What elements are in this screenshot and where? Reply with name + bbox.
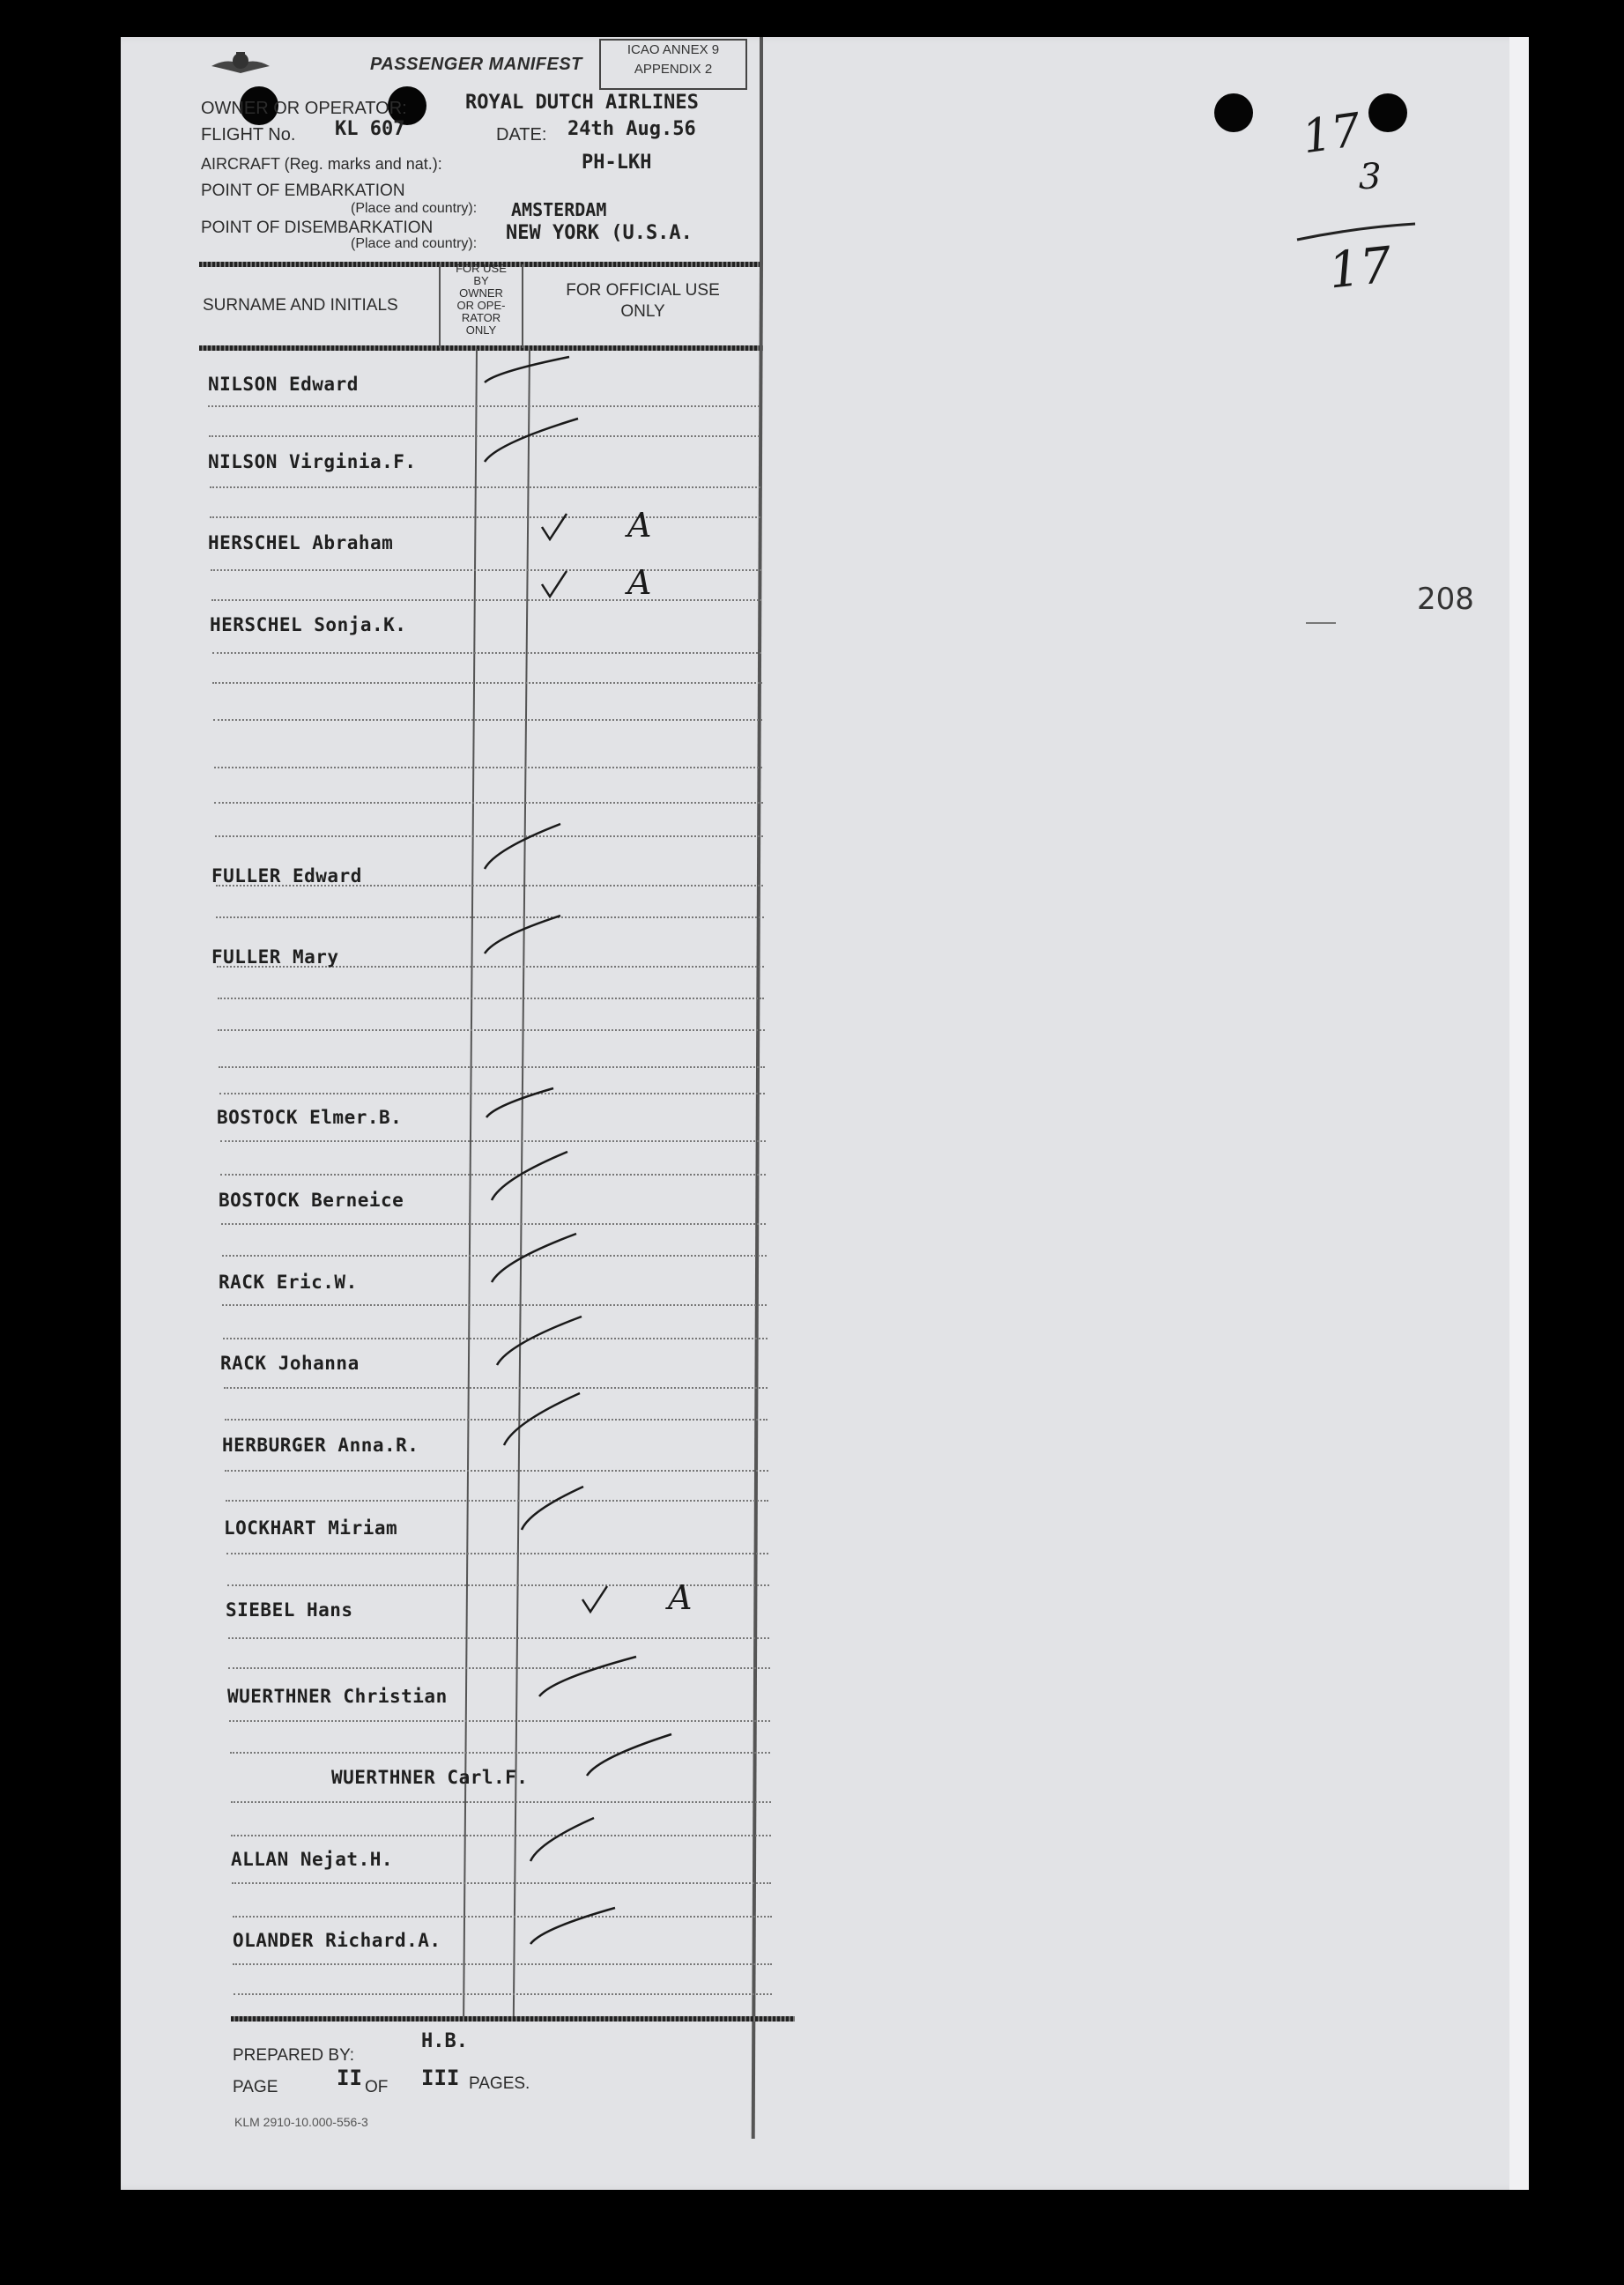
small-tick-icon <box>539 568 569 600</box>
row-divider-line <box>226 1553 769 1554</box>
row-divider-line <box>221 1223 766 1225</box>
tick-mark-icon <box>502 1391 582 1449</box>
passenger-name: HERBURGER Anna.R. <box>222 1435 419 1456</box>
tick-mark-icon <box>585 1732 673 1779</box>
page-stamp-number: 208 <box>1417 582 1474 617</box>
icao-annex: ICAO ANNEX 9 <box>627 42 720 57</box>
owner-use-column-header: FOR USE BY OWNER OR OPE- RATOR ONLY <box>456 262 507 337</box>
fraction-denominator: 17 <box>1325 236 1395 300</box>
owner-label: OWNER OR OPERATOR: <box>201 99 407 118</box>
row-divider-line <box>224 1387 768 1389</box>
icao-reference-box <box>599 39 747 90</box>
passenger-name: SIEBEL Hans <box>226 1599 353 1621</box>
tick-mark-icon <box>483 354 571 386</box>
row-divider-line <box>228 1637 770 1639</box>
punch-hole <box>1368 93 1407 132</box>
passenger-name: RACK Eric.W. <box>219 1272 358 1293</box>
tick-mark-icon <box>490 1231 578 1286</box>
page-label: PAGE <box>233 2078 278 2096</box>
owner-value: ROYAL DUTCH AIRLINES <box>465 92 699 114</box>
prepared-by-label: PREPARED BY: <box>233 2046 354 2065</box>
row-divider-line <box>232 1882 772 1884</box>
row-divider-line <box>233 1916 772 1918</box>
table-bottom-rule <box>231 2016 795 2022</box>
embarkation-sub-label: (Place and country): <box>351 201 478 216</box>
tick-mark-icon <box>538 1654 638 1700</box>
passenger-name: BOSTOCK Elmer.B. <box>217 1107 403 1128</box>
passenger-name: WUERTHNER Christian <box>227 1686 448 1707</box>
row-divider-line <box>225 1419 768 1421</box>
row-divider-line <box>231 1801 771 1803</box>
header-right-border <box>760 37 763 263</box>
embarkation-value: AMSTERDAM <box>511 199 607 220</box>
passenger-name: RACK Johanna <box>220 1353 360 1374</box>
stamp-dash <box>1306 622 1336 624</box>
row-divider-line <box>218 998 765 999</box>
official-mark-a: A <box>627 563 652 602</box>
row-divider-line <box>210 516 760 518</box>
tick-mark-icon <box>485 1086 555 1121</box>
icao-appendix: APPENDIX 2 <box>634 62 713 77</box>
disembarkation-sub-label: (Place and country): <box>351 236 478 251</box>
row-divider-line <box>231 1835 771 1836</box>
column-divider <box>522 264 523 348</box>
tick-mark-icon <box>520 1484 585 1533</box>
row-divider-line <box>219 1066 765 1068</box>
aircraft-value: PH-LKH <box>582 152 652 174</box>
embarkation-label: POINT OF EMBARKATION <box>201 182 405 200</box>
passenger-name: FULLER Mary <box>211 946 339 968</box>
row-divider-line <box>233 1963 772 1965</box>
form-code: KLM 2910-10.000-556-3 <box>234 2115 368 2129</box>
paper-edge <box>1509 37 1529 2190</box>
row-divider-line <box>226 1500 768 1502</box>
fraction-numerator: 17 <box>1299 103 1365 165</box>
column-divider <box>439 264 441 348</box>
row-divider-line <box>225 1470 768 1472</box>
passenger-name: NILSON Edward <box>208 374 359 395</box>
row-divider-line <box>230 1752 771 1754</box>
tick-mark-icon <box>483 821 562 872</box>
official-mark-a: A <box>627 506 652 545</box>
small-tick-icon <box>580 1584 610 1615</box>
official-use-column-header: FOR OFFICIAL USE ONLY <box>566 281 720 321</box>
flight-label: FLIGHT No. <box>201 125 296 145</box>
aircraft-label: AIRCRAFT (Reg. marks and nat.): <box>201 155 442 173</box>
row-divider-line <box>208 405 760 407</box>
row-divider-line <box>211 599 761 601</box>
disembarkation-label: POINT OF DISEMBARKATION <box>201 219 434 237</box>
row-divider-line <box>213 719 762 721</box>
passenger-name: FULLER Edward <box>211 865 362 887</box>
tick-mark-icon <box>483 416 580 465</box>
passenger-name: ALLAN Nejat.H. <box>231 1849 394 1870</box>
fraction-subscript: 3 <box>1359 157 1382 197</box>
flight-value: KL 607 <box>335 118 405 140</box>
disembarkation-value: NEW YORK (U.S.A. <box>506 222 693 244</box>
passenger-name: HERSCHEL Sonja.K. <box>210 614 407 635</box>
row-divider-line <box>220 1140 766 1142</box>
tick-mark-icon <box>483 913 562 957</box>
row-divider-line <box>211 569 760 571</box>
tick-mark-icon <box>490 1149 569 1204</box>
row-divider-line <box>234 1993 773 1995</box>
prepared-by-value: H.B. <box>421 2030 468 2052</box>
pages-label: PAGES. <box>469 2074 530 2093</box>
tick-mark-icon <box>529 1905 617 1947</box>
row-divider-line <box>214 767 763 768</box>
row-divider-line <box>222 1304 767 1306</box>
passenger-name: HERSCHEL Abraham <box>208 532 394 553</box>
passenger-name: LOCKHART Miriam <box>224 1517 398 1539</box>
row-divider-line <box>228 1667 769 1669</box>
row-divider-line <box>214 802 762 804</box>
passenger-name: NILSON Virginia.F. <box>208 451 417 472</box>
row-divider-line <box>212 682 761 684</box>
date-value: 24th Aug.56 <box>567 118 696 140</box>
total-pages: III <box>421 2066 460 2090</box>
passenger-name: OLANDER Richard.A. <box>233 1930 441 1951</box>
tick-mark-icon <box>495 1314 583 1369</box>
tick-mark-icon <box>529 1815 596 1865</box>
official-mark-a: A <box>668 1578 693 1617</box>
passenger-name: BOSTOCK Berneice <box>219 1190 404 1211</box>
row-divider-line <box>229 1720 770 1722</box>
row-divider-line <box>210 486 760 488</box>
column-header-rule <box>199 345 763 351</box>
row-divider-line <box>212 652 762 654</box>
date-label: DATE: <box>496 125 547 145</box>
small-tick-icon <box>539 511 569 543</box>
page-number: II <box>337 2066 362 2090</box>
passenger-name: WUERTHNER Carl.F. <box>331 1767 529 1788</box>
klm-crown-logo-icon <box>210 50 271 82</box>
surname-column-header: SURNAME AND INITIALS <box>203 296 398 315</box>
manifest-title: PASSENGER MANIFEST <box>370 55 582 74</box>
punch-hole <box>1214 93 1253 132</box>
of-label: OF <box>365 2078 389 2096</box>
row-divider-line <box>218 1029 764 1031</box>
